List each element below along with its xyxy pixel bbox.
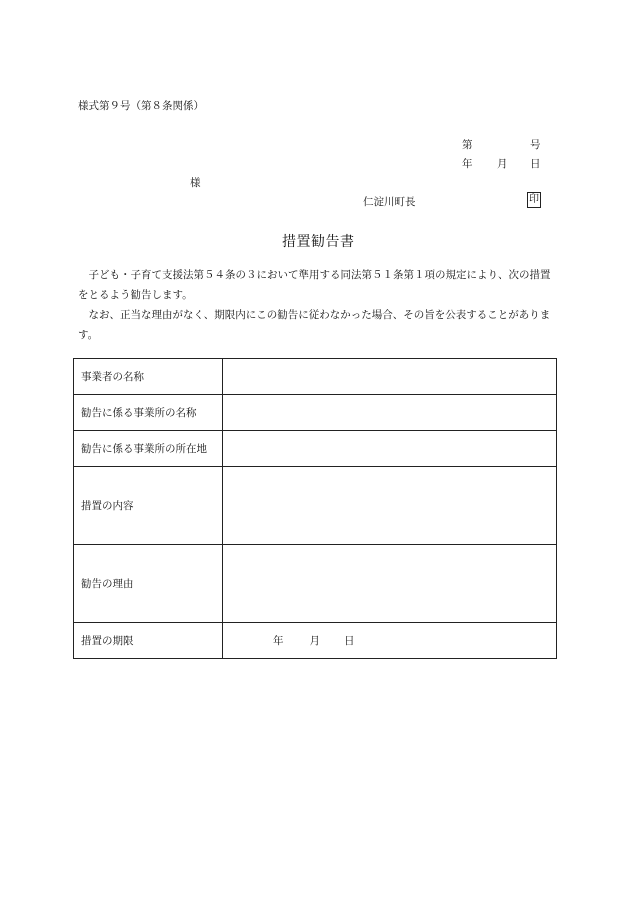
form-number: 様式第９号（第８条関係） <box>78 100 204 112</box>
row-label: 措置の期限 <box>74 623 223 659</box>
deadline-year: 年 <box>273 635 284 647</box>
row-label: 勧告の理由 <box>74 545 223 623</box>
row-label: 措置の内容 <box>74 467 223 545</box>
row-label: 事業者の名称 <box>74 359 223 395</box>
row-value[interactable] <box>223 431 557 467</box>
deadline-day: 日 <box>344 635 355 647</box>
table-row <box>74 467 557 545</box>
issuer-name: 仁淀川町長 <box>363 196 416 208</box>
table-row <box>74 545 557 623</box>
date-month: 月 <box>497 158 508 170</box>
table-row <box>74 359 557 395</box>
row-value[interactable] <box>223 395 557 431</box>
deadline-date-cell[interactable] <box>223 623 557 659</box>
row-value[interactable] <box>223 467 557 545</box>
row-label: 勧告に係る事業所の所在地 <box>74 431 223 467</box>
table-row <box>74 395 557 431</box>
date-day: 日 <box>530 158 541 170</box>
doc-number-prefix: 第 <box>462 139 473 151</box>
row-value[interactable] <box>223 545 557 623</box>
doc-number-suffix: 号 <box>530 139 541 151</box>
body-paragraph-2: なお、正当な理由がなく、期限内にこの勧告に従わなかった場合、その旨を公表することがあります。 <box>78 309 551 341</box>
table-row <box>74 623 557 659</box>
recommendation-table <box>73 358 557 659</box>
seal-mark: 印 <box>527 192 541 208</box>
table-row <box>74 431 557 467</box>
row-label: 勧告に係る事業所の名称 <box>74 395 223 431</box>
row-value[interactable] <box>223 359 557 395</box>
date-year: 年 <box>462 158 473 170</box>
addressee-suffix: 様 <box>190 177 201 189</box>
deadline-month: 月 <box>309 635 320 647</box>
document-title: 措置勧告書 <box>282 234 355 250</box>
body-paragraph-1: 子ども・子育て支援法第５４条の３において準用する同法第５１条第１項の規定により、次の措置をとるよう勧告します。 <box>78 269 551 301</box>
